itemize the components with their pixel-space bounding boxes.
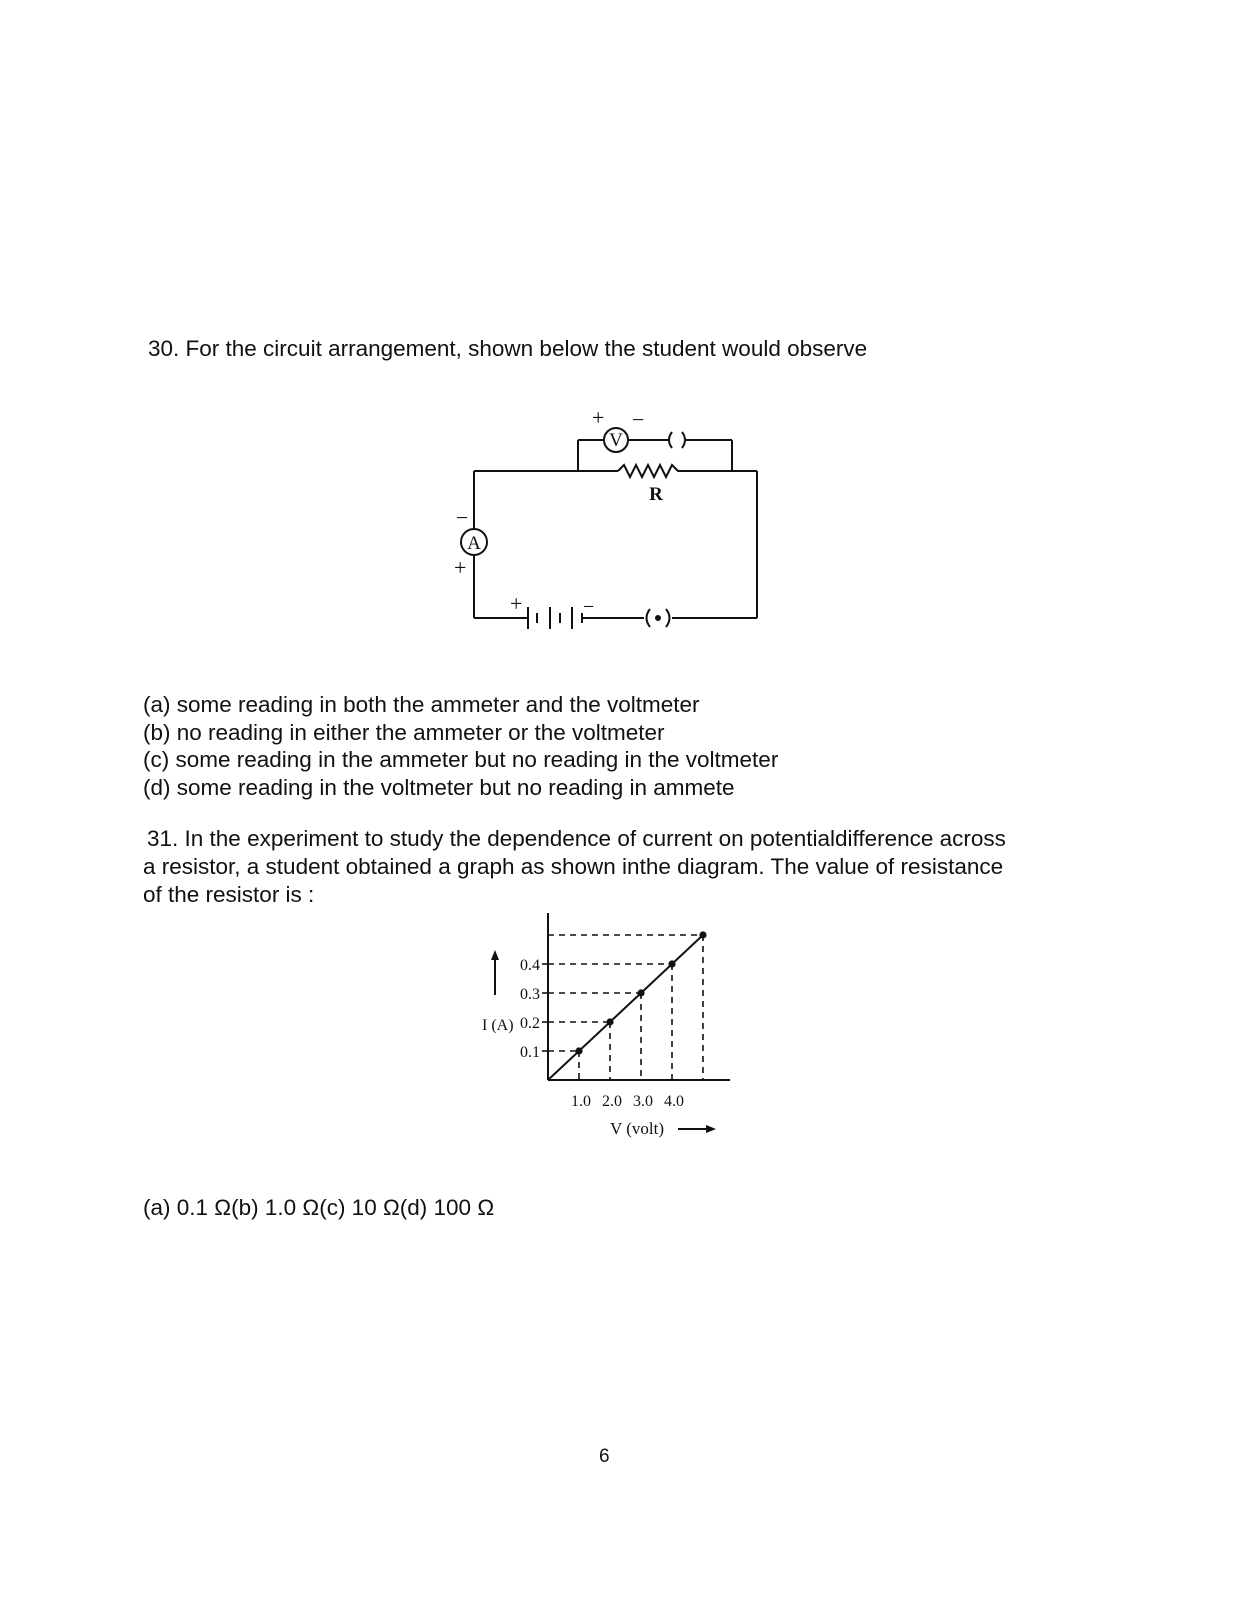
q30-option-c: (c) some reading in the ammeter but no reading in the voltmeter <box>143 747 779 772</box>
data-point <box>637 989 644 996</box>
battery-plus: + <box>510 591 523 616</box>
data-point <box>606 1018 613 1025</box>
data-point <box>699 931 706 938</box>
y-tick-label: 0.1 <box>520 1044 540 1061</box>
q30-option-a: (a) some reading in both the ammeter and the voltmeter <box>143 692 700 717</box>
q31-line-2: a resistor, a student obtained a graph as shown inthe diagram. The value of resistance <box>143 854 1004 879</box>
y-tick-label: 0.2 <box>520 1015 540 1032</box>
ammeter-minus: − <box>456 505 469 530</box>
q31-answer-options: (a) 0.1 Ω(b) 1.0 Ω(c) 10 Ω(d) 100 Ω <box>143 1195 495 1220</box>
ammeter-symbol: A <box>467 533 481 554</box>
q30-option-b: (b) no reading in either the ammeter or the voltmeter <box>143 719 665 745</box>
x-tick-label: 4.0 <box>664 1093 684 1110</box>
data-line <box>548 935 703 1080</box>
data-point <box>575 1047 582 1054</box>
voltmeter-minus: − <box>632 407 645 432</box>
ammeter-plus: + <box>454 555 467 580</box>
y-tick-label: 0.3 <box>520 986 540 1003</box>
x-tick-label: 3.0 <box>633 1093 653 1110</box>
q30-question: 30. For the circuit arrangement, shown below the student would observe <box>148 336 868 361</box>
q31-question <box>143 825 1006 909</box>
iv-graph <box>470 905 750 1145</box>
voltmeter-plus: + <box>592 405 605 430</box>
q31-line-1: 31. In the experiment to study the dependence of current on potentialdifference across <box>147 826 1006 851</box>
y-tick-label: 0.4 <box>520 957 540 974</box>
battery-minus: − <box>583 596 595 618</box>
y-axis-arrowhead <box>491 950 499 960</box>
y-axis-label: I (A) <box>482 1017 514 1034</box>
data-point <box>668 960 675 967</box>
q31-line-3: of the resistor is : <box>143 882 315 907</box>
resistor-label: R <box>649 484 663 505</box>
x-axis-arrowhead <box>706 1125 716 1133</box>
x-axis-label: V (volt) <box>610 1119 664 1138</box>
circuit-diagram <box>440 405 780 635</box>
voltmeter-symbol: V <box>609 430 623 451</box>
x-tick-label: 1.0 <box>571 1093 591 1110</box>
x-tick-label: 2.0 <box>602 1093 622 1110</box>
page-number: 6 <box>599 1446 610 1467</box>
q30-options <box>143 691 778 801</box>
q30-option-d: (d) some reading in the voltmeter but no reading in ammete <box>143 774 735 800</box>
